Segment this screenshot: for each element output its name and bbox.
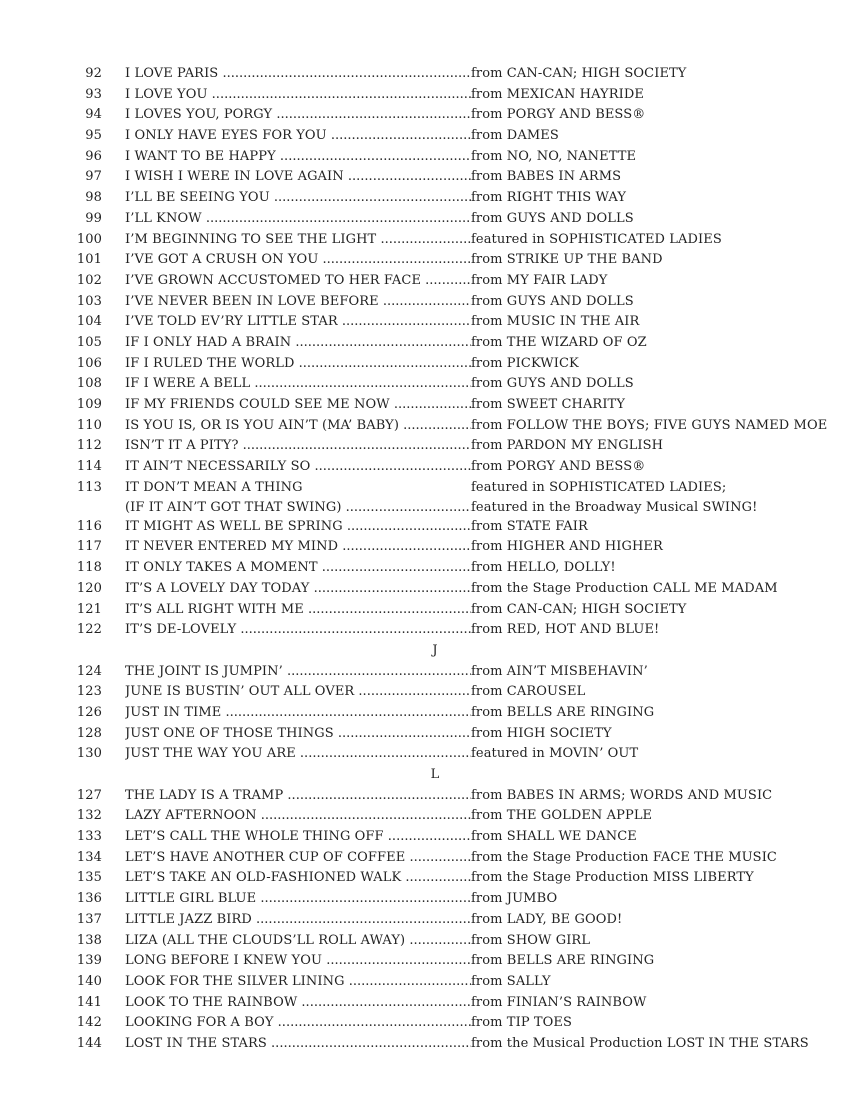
page-number: 138 <box>76 932 102 948</box>
index-entry <box>0 209 864 230</box>
show-source: from the Stage Production FACE THE MUSIC <box>471 849 777 865</box>
song-title: IT’S A LOVELY DAY TODAY ..... <box>125 579 471 600</box>
page-number: 95 <box>85 128 102 144</box>
index-entry <box>0 972 864 993</box>
song-title: JUNE IS BUSTIN’ OUT ALL OVER ..... <box>125 682 471 703</box>
show-source: from BABES IN ARMS; WORDS AND MUSIC <box>471 787 773 803</box>
page-number: 93 <box>85 86 102 102</box>
show-source: from GUYS AND DOLLS <box>471 210 634 226</box>
page-number: 104 <box>76 314 102 330</box>
page-number: 98 <box>85 190 102 206</box>
show-source: from BELLS ARE RINGING <box>471 953 655 969</box>
song-title: I’VE NEVER BEEN IN LOVE BEFORE ..... <box>125 292 471 313</box>
song-title: LITTLE JAZZ BIRD ..... <box>125 910 471 931</box>
song-title: LOOKING FOR A BOY ..... <box>125 1013 471 1034</box>
show-source: from STATE FAIR <box>471 518 588 534</box>
song-title: I’M BEGINNING TO SEE THE LIGHT ..... <box>125 230 471 251</box>
show-source: from MEXICAN HAYRIDE <box>471 86 644 102</box>
index-entry <box>0 354 864 375</box>
song-title: IT NEVER ENTERED MY MIND ..... <box>125 537 471 558</box>
song-title-cell <box>125 517 471 538</box>
show-source-cell <box>471 744 638 765</box>
page-number: 120 <box>76 580 102 596</box>
page-number: 130 <box>76 746 102 762</box>
index-entry <box>0 724 864 745</box>
show-source-cell <box>471 703 654 724</box>
song-title-cell <box>125 558 471 579</box>
index-entry <box>0 951 864 972</box>
song-title: I’LL KNOW ..... <box>125 209 471 230</box>
page-number: 136 <box>76 891 102 907</box>
page-number: 99 <box>85 210 102 226</box>
index-entry <box>0 889 864 910</box>
show-source: from CAN-CAN; HIGH SOCIETY <box>471 601 687 617</box>
song-title: IS YOU IS, OR IS YOU AIN’T (MA’ BABY) ..... <box>125 416 471 437</box>
show-source-cell <box>471 868 754 889</box>
song-title-cell <box>125 848 471 869</box>
song-title: LET’S HAVE ANOTHER CUP OF COFFEE ..... <box>125 848 471 869</box>
song-title: LOOK FOR THE SILVER LINING ..... <box>125 972 471 993</box>
show-source-cell <box>471 910 622 931</box>
index-entry <box>0 374 864 395</box>
show-source: from PORGY AND BESS® <box>471 459 646 475</box>
show-source: from the Musical Production LOST IN THE STARS <box>471 1035 809 1051</box>
song-title: IF MY FRIENDS COULD SEE ME NOW ..... <box>125 395 471 416</box>
song-title-cell <box>125 662 471 683</box>
page-number: 94 <box>85 107 102 123</box>
show-source-cell <box>471 951 654 972</box>
song-title: IT’S ALL RIGHT WITH ME ..... <box>125 600 471 621</box>
song-title: THE JOINT IS JUMPIN’ ..... <box>125 662 471 683</box>
song-title: JUST THE WAY YOU ARE ..... <box>125 744 471 765</box>
show-source: from GUYS AND DOLLS <box>471 376 634 392</box>
index-entry <box>0 868 864 889</box>
show-source: from SHOW GIRL <box>471 932 591 948</box>
index-entry <box>0 230 864 251</box>
show-source-cell <box>471 931 590 952</box>
show-source-cell <box>471 600 687 621</box>
song-title-cell <box>125 620 471 641</box>
song-title-cell <box>125 579 471 600</box>
song-title-cell <box>125 374 471 395</box>
show-source-cell <box>471 416 827 437</box>
show-source-cell <box>471 436 663 457</box>
song-title-cell <box>125 1013 471 1034</box>
index-entry <box>0 806 864 827</box>
show-source-cell <box>471 786 772 807</box>
index-entry <box>0 537 864 558</box>
song-title-cell <box>125 85 471 106</box>
show-source-line-2: featured in the Broadway Musical SWING! <box>471 500 758 516</box>
index-entry <box>0 250 864 271</box>
song-title-cell <box>125 147 471 168</box>
song-title-cell <box>125 703 471 724</box>
show-source-cell <box>471 395 625 416</box>
song-title: IT MIGHT AS WELL BE SPRING ..... <box>125 517 471 538</box>
show-source: from SWEET CHARITY <box>471 397 626 412</box>
index-entry <box>0 188 864 209</box>
song-title: I’LL BE SEEING YOU ..... <box>125 188 471 209</box>
song-title-cell <box>125 889 471 910</box>
show-source-cell <box>471 558 616 579</box>
page-number: 117 <box>76 539 102 555</box>
show-source-cell <box>471 354 579 375</box>
show-source-cell <box>471 85 644 106</box>
show-source: from GUYS AND DOLLS <box>471 293 634 309</box>
index-entry <box>0 827 864 848</box>
show-source: from PICKWICK <box>471 355 579 371</box>
show-source: from THE GOLDEN APPLE <box>471 808 653 824</box>
show-source: from AIN’T MISBEHAVIN’ <box>471 663 648 679</box>
show-source: from MY FAIR LADY <box>471 272 608 288</box>
show-source-cell <box>471 312 639 333</box>
song-title: LOST IN THE STARS ..... <box>125 1034 471 1055</box>
song-title-cell <box>125 868 471 889</box>
index-entry <box>0 1013 864 1034</box>
index-entry <box>0 457 864 478</box>
song-title: I LOVES YOU, PORGY ..... <box>125 105 471 126</box>
index-entry <box>0 682 864 703</box>
show-source: from RIGHT THIS WAY <box>471 190 626 206</box>
song-title-cell <box>125 931 471 952</box>
show-source-cell <box>471 579 778 600</box>
song-title: I LOVE PARIS ..... <box>125 64 471 85</box>
show-source-cell <box>471 250 663 271</box>
index-entry <box>0 744 864 765</box>
show-source: from FOLLOW THE BOYS; FIVE GUYS NAMED MOE <box>471 417 828 433</box>
song-index <box>0 64 864 1055</box>
index-entry <box>0 271 864 292</box>
show-source: from RED, HOT AND BLUE! <box>471 622 660 638</box>
page-number: 134 <box>76 849 102 865</box>
show-source: featured in SOPHISTICATED LADIES <box>471 231 722 247</box>
page-number: 105 <box>76 334 102 350</box>
page-number: 124 <box>76 663 102 679</box>
song-title-cell <box>125 827 471 848</box>
show-source-cell <box>471 374 634 395</box>
show-source-cell <box>471 333 647 354</box>
page-number: 96 <box>85 148 102 164</box>
page-number: 137 <box>76 911 102 927</box>
song-title-cell <box>125 537 471 558</box>
show-source-cell <box>471 848 777 869</box>
show-source-cell <box>471 1013 572 1034</box>
show-source-cell <box>471 724 612 745</box>
page-number: 144 <box>76 1035 102 1051</box>
index-entry <box>0 910 864 931</box>
show-source: featured in MOVIN’ OUT <box>471 746 639 762</box>
show-source: from HELLO, DOLLY! <box>471 560 616 576</box>
page-number: 122 <box>76 622 102 638</box>
page-number: 141 <box>76 994 102 1010</box>
song-title-cell <box>125 993 471 1014</box>
song-title: IT AIN’T NECESSARILY SO ..... <box>125 457 471 478</box>
show-source: from CAN-CAN; HIGH SOCIETY <box>471 66 687 81</box>
song-title-cell <box>125 951 471 972</box>
song-title-cell <box>125 354 471 375</box>
index-entry <box>0 620 864 641</box>
page-number: 108 <box>76 376 102 392</box>
show-source-cell <box>471 806 652 827</box>
show-source: from BELLS ARE RINGING <box>471 704 655 720</box>
show-source: from DAMES <box>471 128 559 144</box>
show-source: featured in SOPHISTICATED LADIES; <box>471 479 727 495</box>
show-source-cell <box>471 537 663 558</box>
page-number: 123 <box>76 684 102 700</box>
show-source: from STRIKE UP THE BAND <box>471 252 663 268</box>
song-title: LITTLE GIRL BLUE ..... <box>125 889 471 910</box>
index-entry <box>0 395 864 416</box>
show-source: from SALLY <box>471 973 551 989</box>
index-entry <box>0 848 864 869</box>
song-title-cell <box>125 230 471 251</box>
song-title-cell <box>125 250 471 271</box>
show-source-cell <box>471 682 585 703</box>
song-title: I’VE GROWN ACCUSTOMED TO HER FACE ..... <box>125 271 471 292</box>
show-source-cell <box>471 889 557 910</box>
song-title: LIZA (ALL THE CLOUDS’LL ROLL AWAY) ..... <box>125 931 471 952</box>
show-source-cell <box>471 230 722 251</box>
song-title-cell <box>125 333 471 354</box>
index-entry <box>0 105 864 126</box>
song-title: I ONLY HAVE EYES FOR YOU ..... <box>125 126 471 147</box>
song-title-cell <box>125 416 471 437</box>
page-number: 102 <box>76 272 102 288</box>
index-entry <box>0 333 864 354</box>
page-number: 142 <box>76 1015 102 1031</box>
song-title: IF I RULED THE WORLD ..... <box>125 354 471 375</box>
song-title-cell <box>125 436 471 457</box>
page-number: 113 <box>76 479 102 495</box>
show-source: from the Stage Production CALL ME MADAM <box>471 580 778 596</box>
show-source: from HIGHER AND HIGHER <box>471 539 663 555</box>
index-entry <box>0 312 864 333</box>
page-number: 103 <box>76 293 102 309</box>
page-number: 133 <box>76 829 102 845</box>
song-title: LAZY AFTERNOON ..... <box>125 806 471 827</box>
song-title-cell <box>125 292 471 313</box>
song-title-cell <box>125 271 471 292</box>
show-source: from TIP TOES <box>471 1015 573 1031</box>
show-source: from CAROUSEL <box>471 684 586 700</box>
song-title-cell <box>125 1034 471 1055</box>
show-source-cell <box>471 147 636 168</box>
page-number: 132 <box>76 808 102 824</box>
show-source-cell <box>471 620 659 641</box>
page-number: 139 <box>76 953 102 969</box>
song-title: LET’S CALL THE WHOLE THING OFF ..... <box>125 827 471 848</box>
show-source: from THE WIZARD OF OZ <box>471 334 647 350</box>
song-title-cell <box>125 600 471 621</box>
song-title: LONG BEFORE I KNEW YOU ..... <box>125 951 471 972</box>
song-title-cell <box>125 395 471 416</box>
page-number: 135 <box>76 870 102 886</box>
index-entry <box>0 558 864 579</box>
index-entry <box>0 931 864 952</box>
song-title: IF I ONLY HAD A BRAIN ..... <box>125 333 471 354</box>
song-title-cell <box>125 64 471 85</box>
index-entry <box>0 147 864 168</box>
song-title: I’VE GOT A CRUSH ON YOU ..... <box>125 250 471 271</box>
song-title-cell <box>125 126 471 147</box>
song-title-cell <box>125 724 471 745</box>
song-title: IT ONLY TAKES A MOMENT ..... <box>125 558 471 579</box>
show-source: from MUSIC IN THE AIR <box>471 314 640 330</box>
index-entry <box>0 993 864 1014</box>
show-source: from LADY, BE GOOD! <box>471 911 623 927</box>
song-title-cell <box>125 910 471 931</box>
page-number: 110 <box>76 417 102 433</box>
show-source-cell <box>471 457 645 478</box>
page-number: 140 <box>76 973 102 989</box>
index-entry <box>0 416 864 437</box>
show-source-cell <box>471 993 647 1014</box>
show-source: from JUMBO <box>471 891 558 907</box>
song-title: LET’S TAKE AN OLD-FASHIONED WALK ..... <box>125 868 471 889</box>
song-title-cell <box>125 972 471 993</box>
show-source-cell <box>471 271 607 292</box>
index-entry <box>0 1034 864 1055</box>
song-title: JUST ONE OF THOSE THINGS ..... <box>125 724 471 745</box>
page-number: 100 <box>76 231 102 247</box>
song-title: IF I WERE A BELL ..... <box>125 374 471 395</box>
song-title-cell <box>125 209 471 230</box>
song-title: ISN’T IT A PITY? ..... <box>125 436 471 457</box>
song-title-cell <box>125 682 471 703</box>
song-title-cell <box>125 786 471 807</box>
section-letter: L <box>430 767 440 782</box>
index-entry <box>0 436 864 457</box>
index-entry <box>0 478 864 517</box>
index-entry <box>0 600 864 621</box>
index-entry <box>0 703 864 724</box>
index-entry <box>0 64 864 85</box>
show-source-cell <box>471 478 757 519</box>
show-source-cell <box>471 167 621 188</box>
song-title-cell <box>125 188 471 209</box>
show-source-cell <box>471 188 626 209</box>
show-source: from FINIAN’S RAINBOW <box>471 994 647 1010</box>
section-letter: J <box>432 642 438 658</box>
song-title: LOOK TO THE RAINBOW ..... <box>125 993 471 1014</box>
song-title: THE LADY IS A TRAMP ..... <box>125 786 471 807</box>
song-title-line-2: (IF IT AIN’T GOT THAT SWING) ..... <box>125 498 471 519</box>
index-entry <box>0 786 864 807</box>
page-number: 97 <box>85 169 102 185</box>
index-entry <box>0 517 864 538</box>
page-number: 106 <box>76 355 102 371</box>
song-title-cell <box>125 105 471 126</box>
show-source: from SHALL WE DANCE <box>471 829 637 845</box>
page-number: 112 <box>76 438 102 454</box>
page-number: 127 <box>76 787 102 803</box>
song-title: JUST IN TIME ..... <box>125 703 471 724</box>
song-title: IT’S DE-LOVELY ..... <box>125 620 471 641</box>
song-title: I WISH I WERE IN LOVE AGAIN ..... <box>125 167 471 188</box>
index-entry <box>0 126 864 147</box>
song-title-cell <box>125 312 471 333</box>
show-source-cell <box>471 827 637 848</box>
page-number: 116 <box>76 518 102 534</box>
page-number: 121 <box>76 601 102 617</box>
song-title: I LOVE YOU ..... <box>125 85 471 106</box>
song-title-cell <box>125 806 471 827</box>
index-entry <box>0 167 864 188</box>
song-title-cell <box>125 478 471 519</box>
song-title-cell <box>125 457 471 478</box>
index-entry <box>0 579 864 600</box>
song-title-cell <box>125 167 471 188</box>
show-source-cell <box>471 972 551 993</box>
show-source-cell <box>471 1034 809 1055</box>
show-source: from BABES IN ARMS <box>471 169 622 185</box>
page-number: 109 <box>76 397 102 412</box>
show-source: from PARDON MY ENGLISH <box>471 438 664 454</box>
song-title: I’VE TOLD EV’RY LITTLE STAR ..... <box>125 312 471 333</box>
page-number: 128 <box>76 725 102 741</box>
show-source: from the Stage Production MISS LIBERTY <box>471 870 754 886</box>
show-source-cell <box>471 662 648 683</box>
show-source: from PORGY AND BESS® <box>471 107 646 123</box>
show-source: from HIGH SOCIETY <box>471 725 612 741</box>
index-entry <box>0 85 864 106</box>
index-entry <box>0 662 864 683</box>
song-title: I WANT TO BE HAPPY ..... <box>125 147 471 168</box>
page-number: 114 <box>76 459 102 475</box>
show-source: from NO, NO, NANETTE <box>471 148 637 164</box>
index-entry <box>0 292 864 313</box>
page-number: 92 <box>85 66 102 81</box>
show-source-cell <box>471 64 687 85</box>
show-source-cell <box>471 292 634 313</box>
page-number: 101 <box>76 252 102 268</box>
show-source-cell <box>471 105 645 126</box>
show-source-cell <box>471 517 588 538</box>
song-title-cell <box>125 744 471 765</box>
page-number: 118 <box>76 560 102 576</box>
show-source-cell <box>471 126 559 147</box>
song-title: IT DON’T MEAN A THING <box>125 479 303 495</box>
page-number: 126 <box>76 704 102 720</box>
show-source-cell <box>471 209 634 230</box>
